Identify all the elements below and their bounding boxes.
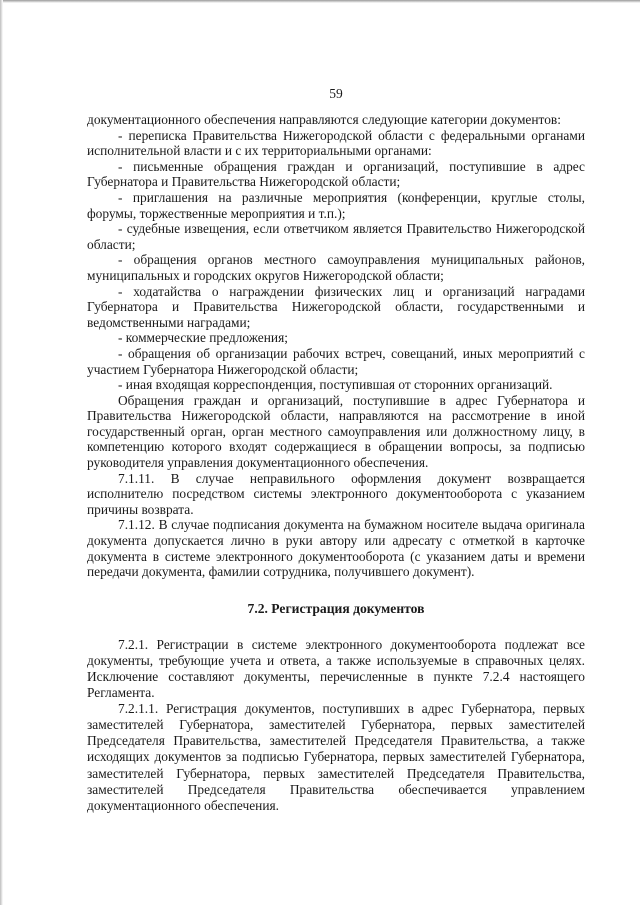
paragraph-7-2-1: 7.2.1. Регистрации в системе электронного документооборота подлежат все документы, требующие учета и ответа, а также используемые в справочных целях. Исключение составляют документы, перечисленные в пункте 7.2.4 настоящего Регламента. [87, 636, 585, 701]
paragraph-intro: документационного обеспечения направляются следующие категории документов: [87, 112, 561, 127]
list-item-citizen-appeals: - письменные обращения граждан и организаций, поступившие в адрес Губернатора и Правительства Нижегородской области; [87, 158, 585, 190]
list-item-municipal-appeals: - обращения органов местного самоуправления муниципальных районов, муниципальных и городских округов Нижегородской области; [87, 252, 585, 283]
scan-edge-left [0, 0, 3, 905]
paragraph-7-2-1-1: 7.2.1.1. Регистрация документов, поступивших в адрес Губернатора, первых заместителей Губернатора, заместителей Губернатора, первых заместителей Председателя Правительства, заместителей Председателя Правительства, а также исходящих документов за подписью Губернатора, первых заместителей Губернатора, заместителей Губернатора, первых заместителей Председателя Правительства, заместителей Председателя Правительства обеспечивается управлением документационного обеспечения. [87, 701, 585, 813]
list-item-court-notices: - судебные извещения, если ответчиком является Правительство Нижегородской области; [87, 221, 585, 252]
list-item-other-incoming: - иная входящая корреспонденция, поступившая от сторонних организаций. [118, 377, 553, 393]
list-item-commercial-offers: - коммерческие предложения; [118, 330, 288, 346]
section-heading-7-2: 7.2. Регистрация документов [247, 600, 425, 616]
scan-edge-top [0, 0, 640, 3]
document-page [87, 86, 585, 814]
paragraph-7-1-11: 7.1.11. В случае неправильного оформления документ возвращается исполнителю посредством системы электронного документооборота с указанием причины возврата. [87, 470, 585, 517]
list-item-award-petitions: - ходатайства о награждении физических лиц и организаций наградами Губернатора и Правительства Нижегородской области, государственными и ведомственными наградами; [87, 283, 585, 330]
section-7-2 [87, 637, 585, 814]
section-7-1-continuation [87, 112, 585, 580]
page-number: 59 [329, 86, 343, 101]
paragraph-appeals-forwarding: Обращения граждан и организаций, поступившие в адрес Губернатора и Правительства Нижегородской области, направляются на рассмотрение в иной государственный орган, орган местного самоуправления или должностному лицу, в компетенцию которого входят содержащиеся в обращении вопросы, за подписью руководителя управления документационного обеспечения. [87, 392, 585, 471]
list-item-invitations: - приглашения на различные мероприятия (конференции, круглые столы, форумы, торжественные мероприятия и т.п.); [87, 189, 585, 221]
paragraph-7-1-12: 7.1.12. В случае подписания документа на бумажном носителе выдача оригинала документа допускается лично в руки автору или адресату с отметкой в карточке документа в системе электронного документооборота (с указанием даты и времени передачи документа, фамилии сотрудника, получившего документ). [87, 517, 585, 580]
list-item-meeting-requests: - обращения об организации рабочих встреч, совещаний, иных мероприятий с участием Губернатора Нижегородской области; [87, 345, 585, 377]
list-item-correspondence: - переписка Правительства Нижегородской области с федеральными органами исполнительной власти и с их территориальными органами: [87, 127, 585, 159]
